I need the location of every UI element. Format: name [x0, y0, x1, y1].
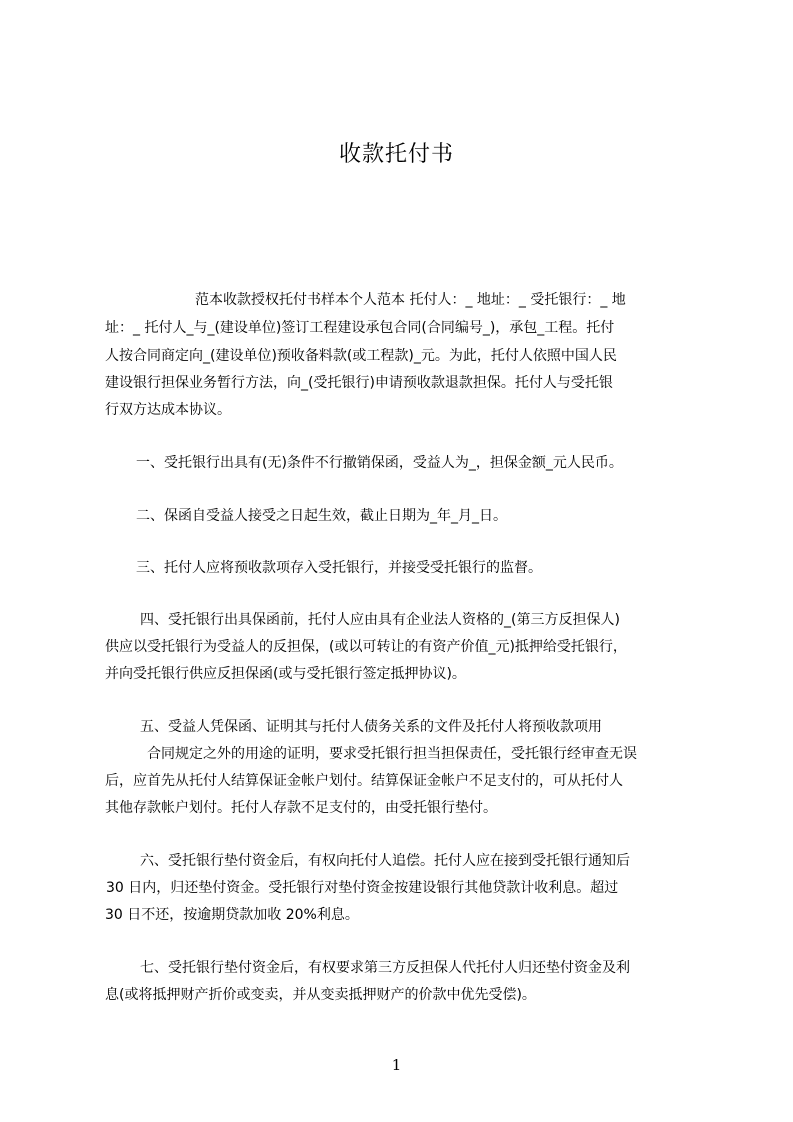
clause-4-line-3: 并向受托银行供应反担保函(或与受托银行签定抵押协议)。 [105, 666, 466, 682]
clause-1-line-1: 一、受托银行出具有(无)条件不行撤销保函，受益人为_，担保金额_元人民币。 [136, 455, 623, 471]
clause-7-line-2: 息(或将抵押财产折价或变卖，并从变卖抵押财产的价款中优先受偿)。 [105, 987, 536, 1003]
preamble-line-2: 址：_ 托付人_与_(建设单位)签订工程建设承包合同(合同编号_)，承包_工程。托付 [105, 320, 615, 336]
clause-5-line-2: 合同规定之外的用途的证明，要求受托银行担当担保责任，受托银行经审查无误 [147, 746, 637, 762]
clause-4-line-1: 四、受托银行出具保函前，托付人应由具有企业法人资格的_(第三方反担保人) [140, 612, 620, 628]
preamble-line-4: 建设银行担保业务暂行方法，向_(受托银行)申请预收款退款担保。托付人与受托银 [105, 375, 613, 391]
clause-4-line-2: 供应以受托银行为受益人的反担保，(或以可转让的有资产价值_元)抵押给受托银行， [105, 639, 627, 655]
clause-5-line-3: 后，应首先从托付人结算保证金帐户划付。结算保证金帐户不足支付的，可从托付人 [105, 773, 623, 789]
preamble-line-5: 行双方达成本协议。 [105, 402, 231, 418]
preamble-line-1: 范本收款授权托付书样本个人范本 托付人：_ 地址：_ 受托银行：_ 地 [195, 292, 626, 308]
clause-2-line-1: 二、保函自受益人接受之日起生效，截止日期为_年_月_日。 [136, 508, 507, 524]
clause-3-line-1: 三、托付人应将预收款项存入受托银行，并接受受托银行的监督。 [136, 560, 542, 576]
clause-7-line-1: 七、受托银行垫付资金后，有权要求第三方反担保人代托付人归还垫付资金及利 [140, 960, 630, 976]
clause-6-line-3: 30 日不还，按逾期贷款加收 20%利息。 [105, 907, 359, 923]
document-title: 收款托付书 [338, 142, 454, 167]
page-number: 1 [391, 1056, 402, 1074]
preamble-line-3: 人按合同商定向_(建设单位)预收备料款(或工程款)_元。为此，托付人依照中国人民 [105, 348, 617, 364]
clause-6-line-1: 六、受托银行垫付资金后，有权向托付人追偿。托付人应在接到受托银行通知后 [140, 853, 630, 869]
clause-5-line-4: 其他存款帐户划付。托付人存款不足支付的，由受托银行垫付。 [105, 800, 497, 816]
clause-6-line-2: 30 日内，归还垫付资金。受托银行对垫付资金按建设银行其他贷款计收利息。超过 [106, 880, 619, 896]
clause-5-line-1: 五、受益人凭保函、证明其与托付人债务关系的文件及托付人将预收款项用 [140, 719, 602, 735]
